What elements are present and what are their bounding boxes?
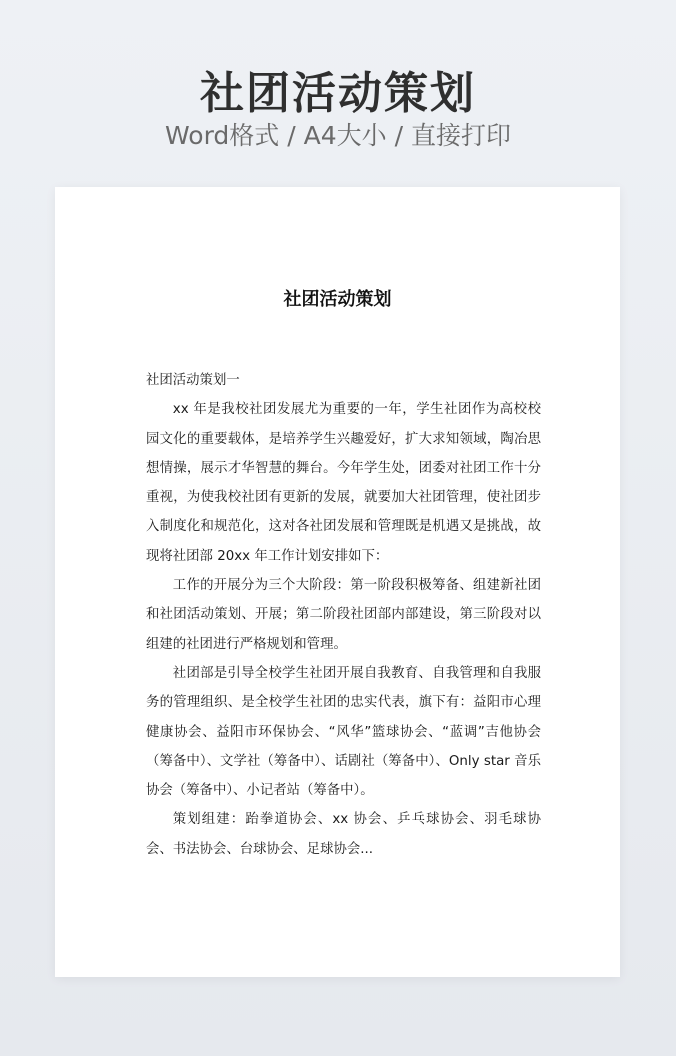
paragraph-intro: xx 年是我校社团发展尤为重要的一年，学生社团作为高校校园文化的重要载体，是培养学生兴趣爱好，扩大求知领域，陶冶思想情操，展示才华智慧的舞台。今年学生处，团委对社团工作十分重视，为使我校社团有更新的发展，就要加大社团管理，使社团步入制度化和规范化，这对各社团发展和管理既是机遇又是挑战，故现将社团部 20xx 年工作计划安排如下： xyxy=(146,402,541,564)
document-page xyxy=(55,187,620,977)
banner-subtitle: Word格式 / A4大小 / 直接打印 xyxy=(165,121,511,150)
document-body xyxy=(146,366,541,864)
paragraph-planned-clubs: 策划组建：跆拳道协会、xx 协会、乒乓球协会、羽毛球协会、书法协会、台球协会、足球协会... xyxy=(146,812,541,857)
section-heading: 社团活动策划一 xyxy=(146,373,240,388)
document-title: 社团活动策划 xyxy=(283,289,392,310)
banner-title: 社团活动策划 xyxy=(200,68,476,119)
paragraph-department: 社团部是引导全校学生社团开展自我教育、自我管理和自我服务的管理组织、是全校学生社团的忠实代表，旗下有：益阳市心理健康协会、益阳市环保协会、“风华”篮球协会、“蓝调”吉他协会（筹备中）、文学社（筹备中）、话剧社（筹备中）、Only star 音乐协会（筹备中）、小记者站（筹备中）。 xyxy=(146,665,541,799)
paragraph-stages: 工作的开展分为三个大阶段：第一阶段积极筹备、组建新社团和社团活动策划、开展；第二阶段社团部内部建设，第三阶段对以组建的社团进行严格规划和管理。 xyxy=(146,578,541,652)
